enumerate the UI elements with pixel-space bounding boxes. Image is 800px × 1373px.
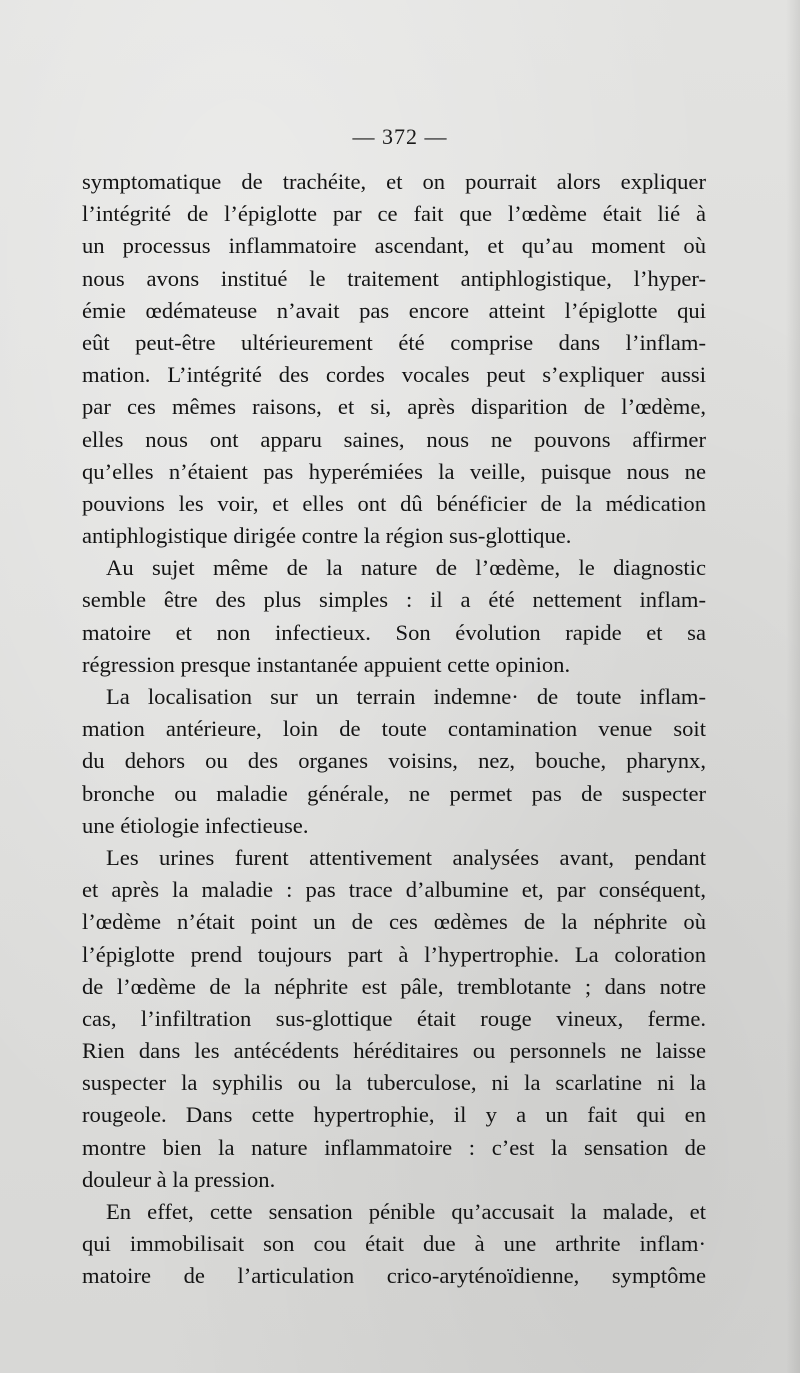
paragraph xyxy=(82,681,706,842)
page-number: — 372 — xyxy=(352,124,448,149)
text-line: et après la maladie : pas trace d’albumine et, par conséquent, xyxy=(82,877,706,903)
text-line: régression presque instantanée appuient cette opinion. xyxy=(82,651,571,677)
text-line: bronche ou maladie générale, ne permet pas de suspecter xyxy=(82,780,706,806)
text-line: qui immobilisait son cou était due à une arthrite inflam· xyxy=(82,1231,706,1257)
text-line: mation antérieure, loin de toute contamination venue soit xyxy=(82,716,706,742)
page-edge-shadow xyxy=(786,0,800,1373)
text-line: matoire de l’articulation crico-aryténoïdienne, symptôme xyxy=(82,1263,706,1289)
text-line: l’œdème n’était point un de ces œdèmes de la néphrite où xyxy=(82,909,706,935)
text-line: elles nous ont apparu saines, nous ne pouvons affirmer xyxy=(82,426,706,452)
text-line: eût peut-être ultérieurement été comprise dans l’inflam- xyxy=(82,329,706,355)
text-line: une étiologie infectieuse. xyxy=(82,812,309,838)
text-line: matoire et non infectieux. Son évolution rapide et sa xyxy=(82,619,706,645)
text-line: qu’elles n’étaient pas hyperémiées la veille, puisque nous ne xyxy=(82,458,706,484)
text-line: En effet, cette sensation pénible qu’accusait la malade, et xyxy=(106,1199,706,1224)
text-line: symptomatique de trachéite, et on pourrait alors expliquer xyxy=(82,169,706,194)
text-line: douleur à la pression. xyxy=(82,1166,276,1192)
body-text xyxy=(82,166,706,1293)
text-line: semble être des plus simples : il a été nettement inflam- xyxy=(82,587,706,613)
paragraph xyxy=(82,1196,706,1293)
text-line: l’épiglotte prend toujours part à l’hypertrophie. La coloration xyxy=(82,941,706,967)
text-line: mation. L’intégrité des cordes vocales peut s’expliquer aussi xyxy=(82,362,706,388)
text-line: par ces mêmes raisons, et si, après disparition de l’œdème, xyxy=(82,394,706,420)
text-line: un processus inflammatoire ascendant, et qu’au moment où xyxy=(82,233,706,259)
paragraph xyxy=(82,842,706,1196)
text-line: La localisation sur un terrain indemne· de toute inflam- xyxy=(106,684,706,709)
text-line: du dehors ou des organes voisins, nez, bouche, pharynx, xyxy=(82,748,706,774)
text-line: émie œdémateuse n’avait pas encore atteint l’épiglotte qui xyxy=(82,297,706,323)
text-line: l’intégrité de l’épiglotte par ce fait que l’œdème était lié à xyxy=(82,201,706,227)
text-line: Les urines furent attentivement analysées avant, pendant xyxy=(106,844,706,870)
text-line: suspecter la syphilis ou la tuberculose, ni la scarlatine ni la xyxy=(82,1070,706,1096)
text-line: montre bien la nature inflammatoire : c’est la sensation de xyxy=(82,1134,706,1160)
text-line: rougeole. Dans cette hypertrophie, il y a un fait qui en xyxy=(82,1102,706,1128)
text-line: nous avons institué le traitement antiphlogistique, l’hyper- xyxy=(82,265,706,291)
text-line: antiphlogistique dirigée contre la région sus-glottique. xyxy=(82,523,572,549)
paragraph xyxy=(82,166,706,552)
text-line: pouvions les voir, et elles ont dû bénéficier de la médication xyxy=(82,490,706,516)
text-line: Au sujet même de la nature de l’œdème, le diagnostic xyxy=(106,555,706,581)
text-line: cas, l’infiltration sus-glottique était rouge vineux, ferme. xyxy=(82,1005,706,1031)
text-line: de l’œdème de la néphrite est pâle, tremblotante ; dans notre xyxy=(82,973,706,999)
paragraph xyxy=(82,552,706,681)
text-line: Rien dans les antécédents héréditaires ou personnels ne laisse xyxy=(82,1038,706,1064)
